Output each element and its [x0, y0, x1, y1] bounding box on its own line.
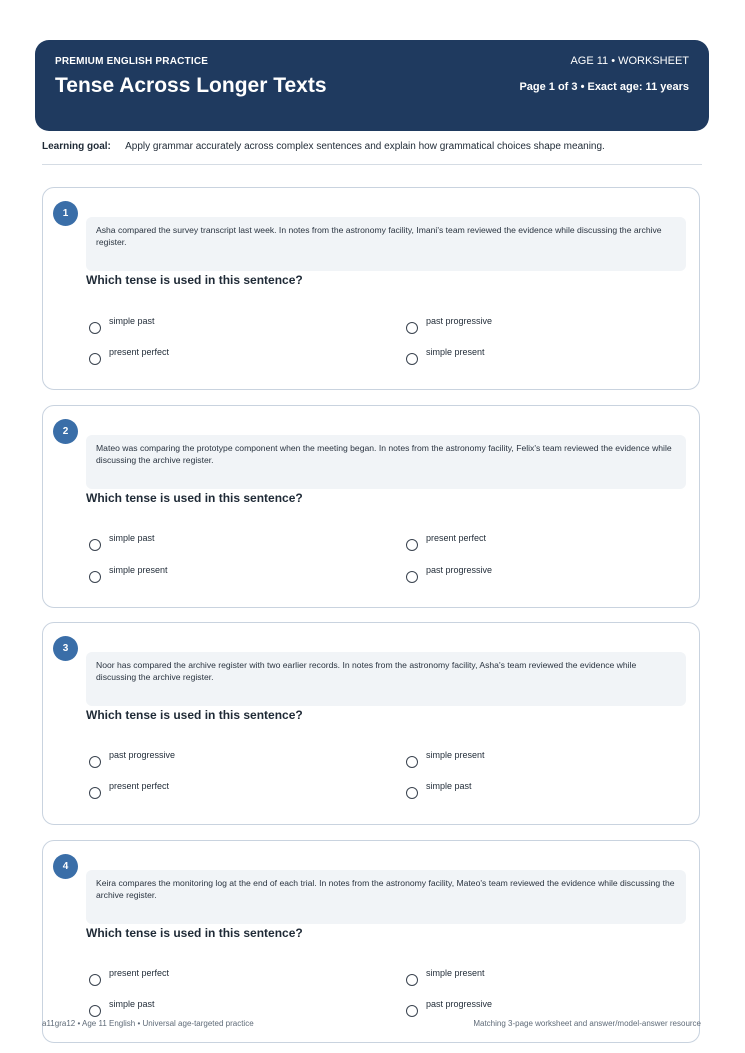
- answer-option[interactable]: [89, 534, 349, 554]
- question-card: [42, 187, 700, 390]
- page-title: Tense Across Longer Texts: [55, 74, 327, 97]
- radio-icon[interactable]: [406, 787, 418, 799]
- question-card: [42, 405, 700, 608]
- radio-icon[interactable]: [89, 322, 101, 334]
- radio-icon[interactable]: [406, 571, 418, 583]
- answer-option-label: present perfect: [109, 968, 170, 978]
- question-passage: Noor has compared the archive register with two earlier records. In notes from the astronomy facility, Asha's team reviewed the evidence while discussing the archive register.: [86, 652, 686, 706]
- answer-option-label: simple past: [109, 533, 155, 543]
- answer-option-label: simple past: [109, 316, 155, 326]
- radio-icon[interactable]: [89, 787, 101, 799]
- answer-option[interactable]: [89, 969, 349, 989]
- answer-option[interactable]: [89, 348, 349, 368]
- answer-option[interactable]: [406, 1000, 666, 1020]
- question-prompt: Which tense is used in this sentence?: [86, 273, 303, 287]
- answer-option-label: simple present: [426, 968, 485, 978]
- answer-option-label: simple past: [109, 999, 155, 1009]
- answer-option[interactable]: [406, 317, 666, 337]
- question-number-badge: 2: [53, 419, 78, 444]
- learning-goal: [42, 141, 702, 152]
- answer-option[interactable]: [406, 566, 666, 586]
- answer-option-label: present perfect: [109, 347, 170, 357]
- radio-icon[interactable]: [406, 322, 418, 334]
- worksheet-header: [35, 40, 709, 131]
- radio-icon[interactable]: [89, 974, 101, 986]
- question-number-badge: 3: [53, 636, 78, 661]
- answer-option[interactable]: [406, 348, 666, 368]
- answer-option[interactable]: [406, 782, 666, 802]
- question-prompt: Which tense is used in this sentence?: [86, 708, 303, 722]
- answer-option-label: past progressive: [426, 565, 493, 575]
- answer-option-label: past progressive: [426, 999, 493, 1009]
- answer-option[interactable]: [89, 317, 349, 337]
- answer-option-label: simple present: [426, 347, 485, 357]
- answer-option-label: simple present: [426, 750, 485, 760]
- answer-option[interactable]: [89, 751, 349, 771]
- radio-icon[interactable]: [89, 353, 101, 365]
- answer-option[interactable]: [89, 1000, 349, 1020]
- radio-icon[interactable]: [89, 571, 101, 583]
- answer-option[interactable]: [406, 751, 666, 771]
- question-passage: Asha compared the survey transcript last week. In notes from the astronomy facility, Imani's team reviewed the evidence while discussing the archive register.: [86, 217, 686, 271]
- series-label: PREMIUM ENGLISH PRACTICE: [55, 56, 209, 67]
- question-number-badge: 1: [53, 201, 78, 226]
- answer-option-label: present perfect: [426, 533, 487, 543]
- radio-icon[interactable]: [89, 539, 101, 551]
- radio-icon[interactable]: [89, 756, 101, 768]
- answer-option[interactable]: [406, 969, 666, 989]
- radio-icon[interactable]: [406, 1005, 418, 1017]
- radio-icon[interactable]: [89, 1005, 101, 1017]
- answer-option-label: past progressive: [426, 316, 493, 326]
- answer-option[interactable]: [89, 566, 349, 586]
- answer-option[interactable]: [406, 534, 666, 554]
- divider: [42, 164, 702, 165]
- question-prompt: Which tense is used in this sentence?: [86, 926, 303, 940]
- question-prompt: Which tense is used in this sentence?: [86, 491, 303, 505]
- question-number-badge: 4: [53, 854, 78, 879]
- answer-option-label: simple present: [109, 565, 168, 575]
- answer-option-label: present perfect: [109, 781, 170, 791]
- radio-icon[interactable]: [406, 756, 418, 768]
- radio-icon[interactable]: [406, 539, 418, 551]
- question-passage: Keira compares the monitoring log at the end of each trial. In notes from the astronomy facility, Mateo's team reviewed the evidence while discussing the archive register.: [86, 870, 686, 924]
- radio-icon[interactable]: [406, 353, 418, 365]
- question-card: [42, 840, 700, 1043]
- footer-right: Matching 3-page worksheet and answer/model-answer resource: [473, 1019, 701, 1028]
- answer-option-label: past progressive: [109, 750, 176, 760]
- learning-goal-text: Apply grammar accurately across complex sentences and explain how grammatical choices shape meaning.: [125, 141, 605, 152]
- learning-goal-label: Learning goal:: [42, 141, 111, 152]
- answer-option-label: simple past: [426, 781, 472, 791]
- question-card: [42, 622, 700, 825]
- age-worksheet-tag: AGE 11 • WORKSHEET: [570, 55, 689, 67]
- page-info: Page 1 of 3 • Exact age: 11 years: [519, 81, 689, 93]
- footer-left: a11gra12 • Age 11 English • Universal age-targeted practice: [42, 1019, 254, 1028]
- radio-icon[interactable]: [406, 974, 418, 986]
- question-passage: Mateo was comparing the prototype component when the meeting began. In notes from the astronomy facility, Felix's team reviewed the evidence while discussing the archive register.: [86, 435, 686, 489]
- answer-option[interactable]: [89, 782, 349, 802]
